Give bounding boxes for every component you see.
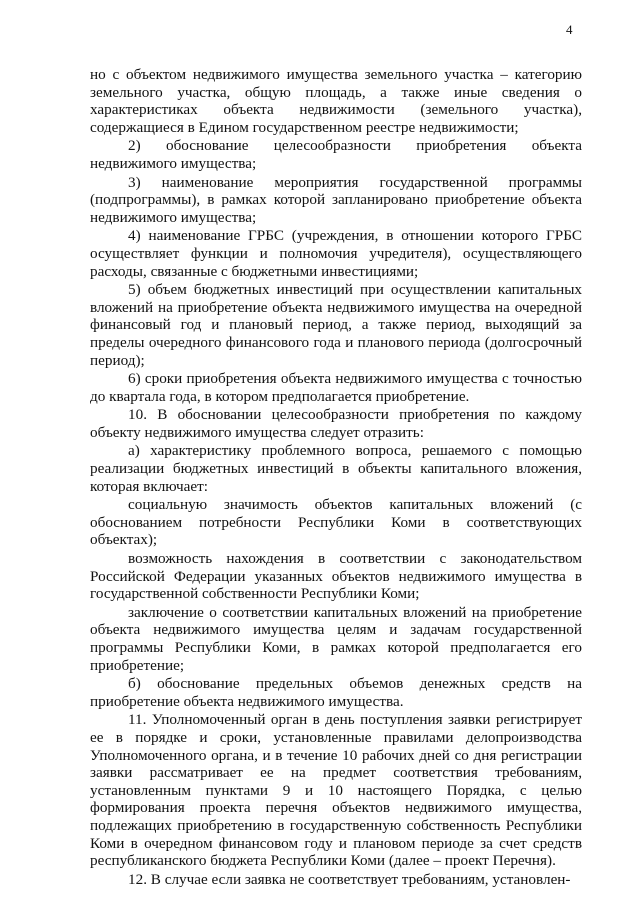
paragraph-clause-12: 12. В случае если заявка не соответствует требованиям, установлен-	[128, 870, 571, 888]
paragraph-item-6: 6) сроки приобретения объекта недвижимого имущества с точностью до квартала года, в котором предполагается приобретение.	[90, 370, 582, 405]
paragraph-item-4: 4) наименование ГРБС (учреждения, в отношении которого ГРБС осуществляет функции и полномочия учредителя), осуществляющего расходы, связанные с бюджетными инвестициями;	[90, 227, 582, 280]
paragraph-subitem-b: б) обоснование предельных объемов денежных средств на приобретение объекта недвижимого имущества.	[90, 675, 582, 710]
paragraph-subitem-a: а) характеристику проблемного вопроса, решаемого с помощью реализации бюджетных инвестиций в объекты капитального вложения, которая включает:	[90, 442, 582, 495]
paragraph-conclusion: заключение о соответствии капитальных вложений на приобретение объекта недвижимого имущества целям и задачам государственной программы Республики Коми, в рамках которой предполагается его приобретение;	[90, 603, 582, 674]
paragraph-item-5: 5) объем бюджетных инвестиций при осуществлении капитальных вложений на приобретение объекта недвижимого имущества на очередной финансовый год и плановый период, а также период, выходящий за пределы очередного финансового года и планового периода (долгосрочный период);	[90, 281, 582, 369]
paragraph-clause-11: 11. Уполномоченный орган в день поступления заявки регистрирует ее в порядке и сроки, установленные правилами делопроизводства Уполномоченного органа, и в течение 10 рабочих дней со дня регистрации заявки рассматривает ее на предмет соответствия требованиям, установленным пунктами 9 и 10 настоящего Порядка, с целью формирования проекта перечня объектов недвижимого имущества, подлежащих приобретению в государственную собственность Республики Коми в очередном финансовом году и плановом периоде за счет средств республиканского бюджета Республики Коми (далее – проект Перечня).	[90, 711, 582, 870]
paragraph-continuation: но с объектом недвижимого имущества земельного участка – категорию земельного участка, общую площадь, а также иные сведения о характеристиках объекта недвижимости (земельного участка), содержащиеся в Едином государственном реестре недвижимости;	[90, 66, 582, 136]
paragraph-clause-10: 10. В обосновании целесообразности приобретения по каждому объекту недвижимого имущества следует отразить:	[90, 406, 582, 441]
paragraph-social-significance: социальную значимость объектов капитальных вложений (с обоснованием потребности Республики Коми в соответствующих объектах);	[90, 496, 582, 549]
paragraph-legal-possibility: возможность нахождения в соответствии с законодательством Российской Федерации указанных объектов недвижимого имущества в государственной собственности Республики Коми;	[90, 550, 582, 603]
paragraph-item-2: 2) обоснование целесообразности приобретения объекта недвижимого имущества;	[90, 137, 582, 172]
document-body	[90, 66, 582, 889]
page-number: 4	[566, 22, 573, 37]
paragraph-item-3: 3) наименование мероприятия государственной программы (подпрограммы), в рамках которой запланировано приобретение объекта недвижимого имущества;	[90, 173, 582, 226]
